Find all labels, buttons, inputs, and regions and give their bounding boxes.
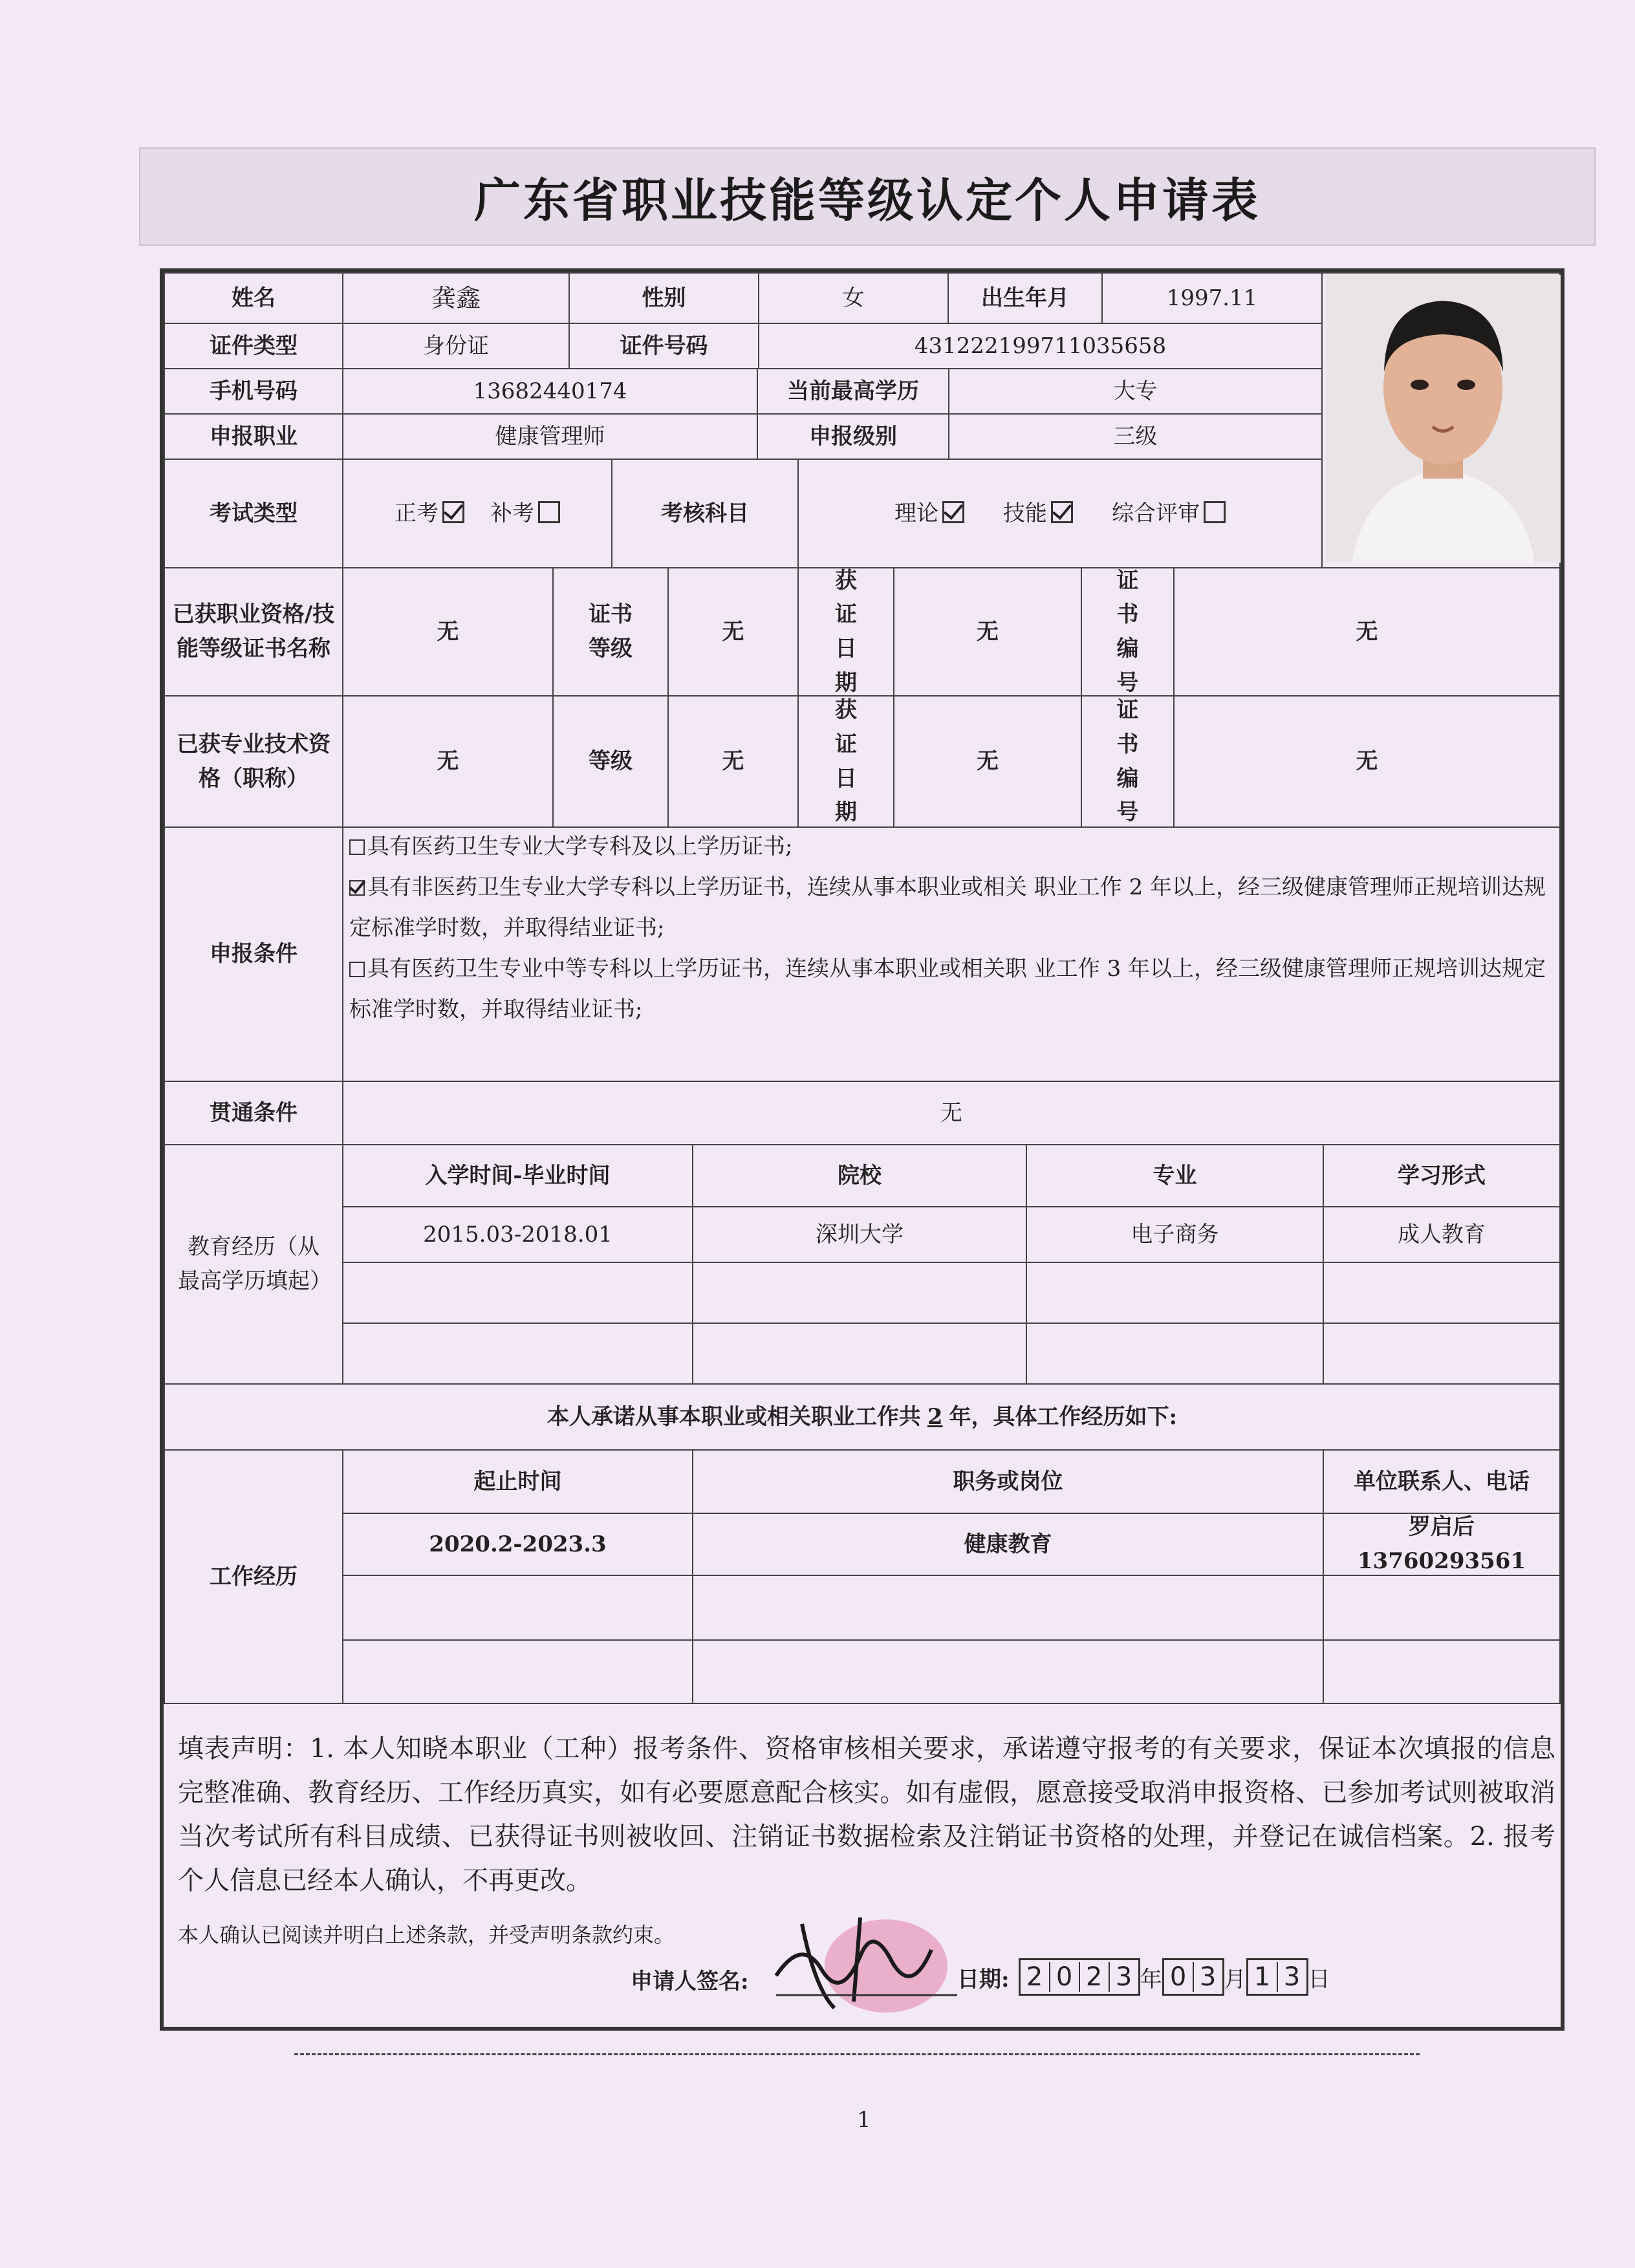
title-cert-date-value: 无 <box>893 695 1082 828</box>
edu-header-time: 入学时间-毕业时间 <box>342 1144 693 1207</box>
name-value: 龚鑫 <box>342 272 570 324</box>
phone-value: 13682440174 <box>342 368 758 415</box>
table-cell: 2015.03-2018.01 <box>342 1206 693 1263</box>
cert-level-label: 证书等级 <box>552 567 669 697</box>
confirm-text: 本人确认已阅读并明白上述条款，并受声明条款约束。 <box>178 1923 675 1947</box>
condition-item[interactable]: 具有非医药卫生专业大学专科以上学历证书，连续从事本职业或相关 职业工作 2 年以上，经三级健康管理师正规培训达规定标准学时数，并取得结业证书; <box>349 874 1546 941</box>
date-field <box>957 1958 1330 1996</box>
edu-label: 当前最高学历 <box>757 368 949 415</box>
idno-label: 证件号码 <box>568 323 759 369</box>
level-label: 申报级别 <box>757 413 949 460</box>
through-value: 无 <box>342 1081 1561 1145</box>
cert-no-value: 无 <box>1173 567 1561 697</box>
education-label: 教育经历（从最高学历填起） <box>164 1144 343 1385</box>
edu-header-form: 学习形式 <box>1323 1144 1561 1207</box>
level-value: 三级 <box>948 413 1323 460</box>
exam-type-label: 考试类型 <box>164 459 343 568</box>
checkbox-checked-icon[interactable] <box>1051 501 1073 523</box>
exam-subject-options <box>797 459 1323 568</box>
applicant-photo <box>1326 275 1561 563</box>
table-cell <box>1026 1262 1324 1324</box>
title-banner <box>139 147 1596 246</box>
work-header-position: 职务或岗位 <box>692 1449 1324 1514</box>
title-cert-label: 已获专业技术资格（职称） <box>164 695 343 828</box>
checkbox-checked-icon[interactable] <box>442 501 464 523</box>
conditions-list <box>349 826 1552 1030</box>
checkbox-empty-icon[interactable] <box>349 962 365 977</box>
checkbox-empty-icon[interactable] <box>1204 501 1226 523</box>
date-month-box[interactable]: 0 3 <box>1162 1958 1224 1996</box>
title-cert-no-label: 证书编号 <box>1081 695 1175 828</box>
conditions-label: 申报条件 <box>164 826 343 1082</box>
table-cell <box>1323 1575 1561 1641</box>
edu-header-major: 专业 <box>1026 1144 1324 1207</box>
table-cell <box>1026 1323 1324 1385</box>
through-label: 贯通条件 <box>164 1081 343 1145</box>
work-header-time: 起止时间 <box>342 1449 693 1514</box>
date-label: 日期: <box>957 1966 1010 1993</box>
table-cell: 电子商务 <box>1026 1206 1324 1263</box>
table-cell <box>692 1575 1324 1641</box>
table-cell <box>1323 1323 1561 1385</box>
condition-item[interactable]: 具有医药卫生专业中等专科以上学历证书，连续从事本职业或相关职 业工作 3 年以上，经三级健康管理师正规培训达规定标准学时数，并取得结业证书; <box>349 956 1546 1022</box>
idtype-label: 证件类型 <box>164 323 343 369</box>
title-cert-no-value: 无 <box>1173 695 1561 828</box>
table-cell <box>1323 1639 1561 1704</box>
cert-label: 已获职业资格/技能等级证书名称 <box>164 567 343 697</box>
cert-date-value: 无 <box>893 567 1082 697</box>
subject-review[interactable]: 综合评审 <box>1112 497 1226 531</box>
signature-mark <box>763 1898 970 2021</box>
table-cell: 健康教育 <box>692 1513 1324 1576</box>
job-label: 申报职业 <box>164 413 343 460</box>
edu-value: 大专 <box>948 368 1323 415</box>
page-number: 1 <box>857 2107 871 2133</box>
table-cell <box>342 1639 693 1704</box>
gender-label: 性别 <box>568 272 759 324</box>
edu-header-school: 院校 <box>692 1144 1027 1207</box>
table-cell: 深圳大学 <box>692 1206 1027 1263</box>
declaration-text: 填表声明：1. 本人知晓本职业（工种）报考条件、资格审核相关要求，承诺遵守报考的有关要求，保证本次填报的信息完整准确、教育经历、工作经历真实，如有必要愿意配合核实。如有虚假，愿意接受取消申报资格、已参加考试则被取消当次考试所有科目成绩、已获得证书则被收回、注销证书数据检索及注销证书资格的处理，并登记在诚信档案。2. 报考个人信息已经本人确认，不再更改。 <box>178 1734 1555 1895</box>
table-cell <box>342 1262 693 1324</box>
table-cell <box>342 1323 693 1385</box>
year-unit: 年 <box>1140 1966 1162 1993</box>
day-unit: 日 <box>1308 1966 1330 1993</box>
title-cert-value: 无 <box>342 695 554 828</box>
subject-theory[interactable]: 理论 <box>894 497 964 531</box>
table-cell <box>692 1323 1027 1385</box>
job-value: 健康管理师 <box>342 413 758 460</box>
table-cell: 2020.2-2023.3 <box>342 1513 693 1576</box>
table-cell <box>1323 1262 1561 1324</box>
cert-date-label: 获证日期 <box>797 567 894 697</box>
cert-no-label: 证书编号 <box>1081 567 1175 697</box>
signature-label: 申请人签名: <box>631 1969 749 1994</box>
cut-line <box>294 2053 1420 2055</box>
table-cell: 成人教育 <box>1323 1206 1561 1263</box>
work-commitment: 本人承诺从事本职业或相关职业工作共 2 年，具体工作经历如下: <box>164 1383 1561 1451</box>
checkbox-empty-icon[interactable] <box>538 501 560 523</box>
exam-subject-label: 考核科目 <box>611 459 799 568</box>
month-unit: 月 <box>1224 1966 1246 1993</box>
exam-type-makeup[interactable]: 补考 <box>490 497 560 531</box>
condition-item[interactable]: 具有医药卫生专业大学专科及以上学历证书; <box>349 826 1552 867</box>
idtype-value: 身份证 <box>342 323 570 369</box>
table-cell <box>342 1575 693 1641</box>
title-cert-level-value: 无 <box>667 695 799 828</box>
title-cert-level-label: 等级 <box>552 695 669 828</box>
checkbox-empty-icon[interactable] <box>349 839 365 855</box>
cert-level-value: 无 <box>667 567 799 697</box>
subject-skill[interactable]: 技能 <box>1003 497 1073 531</box>
exam-type-regular[interactable]: 正考 <box>395 497 464 531</box>
idno-value: 431222199711035658 <box>758 323 1323 369</box>
table-cell <box>692 1262 1027 1324</box>
work-header-contact: 单位联系人、电话 <box>1323 1449 1561 1514</box>
birth-value: 1997.11 <box>1101 272 1323 324</box>
date-year-box[interactable]: 2 0 2 3 <box>1019 1958 1140 1996</box>
date-day-box[interactable]: 1 3 <box>1246 1958 1308 1996</box>
name-label: 姓名 <box>164 272 343 324</box>
cert-value: 无 <box>342 567 554 697</box>
work-label: 工作经历 <box>164 1449 343 1704</box>
checkbox-checked-icon[interactable] <box>349 880 365 896</box>
title-cert-date-label: 获证日期 <box>797 695 894 828</box>
checkbox-checked-icon[interactable] <box>942 501 964 523</box>
table-cell: 罗启后 13760293561 <box>1323 1513 1561 1576</box>
exam-type-options <box>342 459 612 568</box>
birth-label: 出生年月 <box>947 272 1103 324</box>
page-title: 广东省职业技能等级认定个人申请表 <box>473 173 1261 228</box>
table-cell <box>692 1639 1324 1704</box>
phone-label: 手机号码 <box>164 368 343 415</box>
commit-years: 2 <box>927 1403 943 1430</box>
gender-value: 女 <box>758 272 949 324</box>
